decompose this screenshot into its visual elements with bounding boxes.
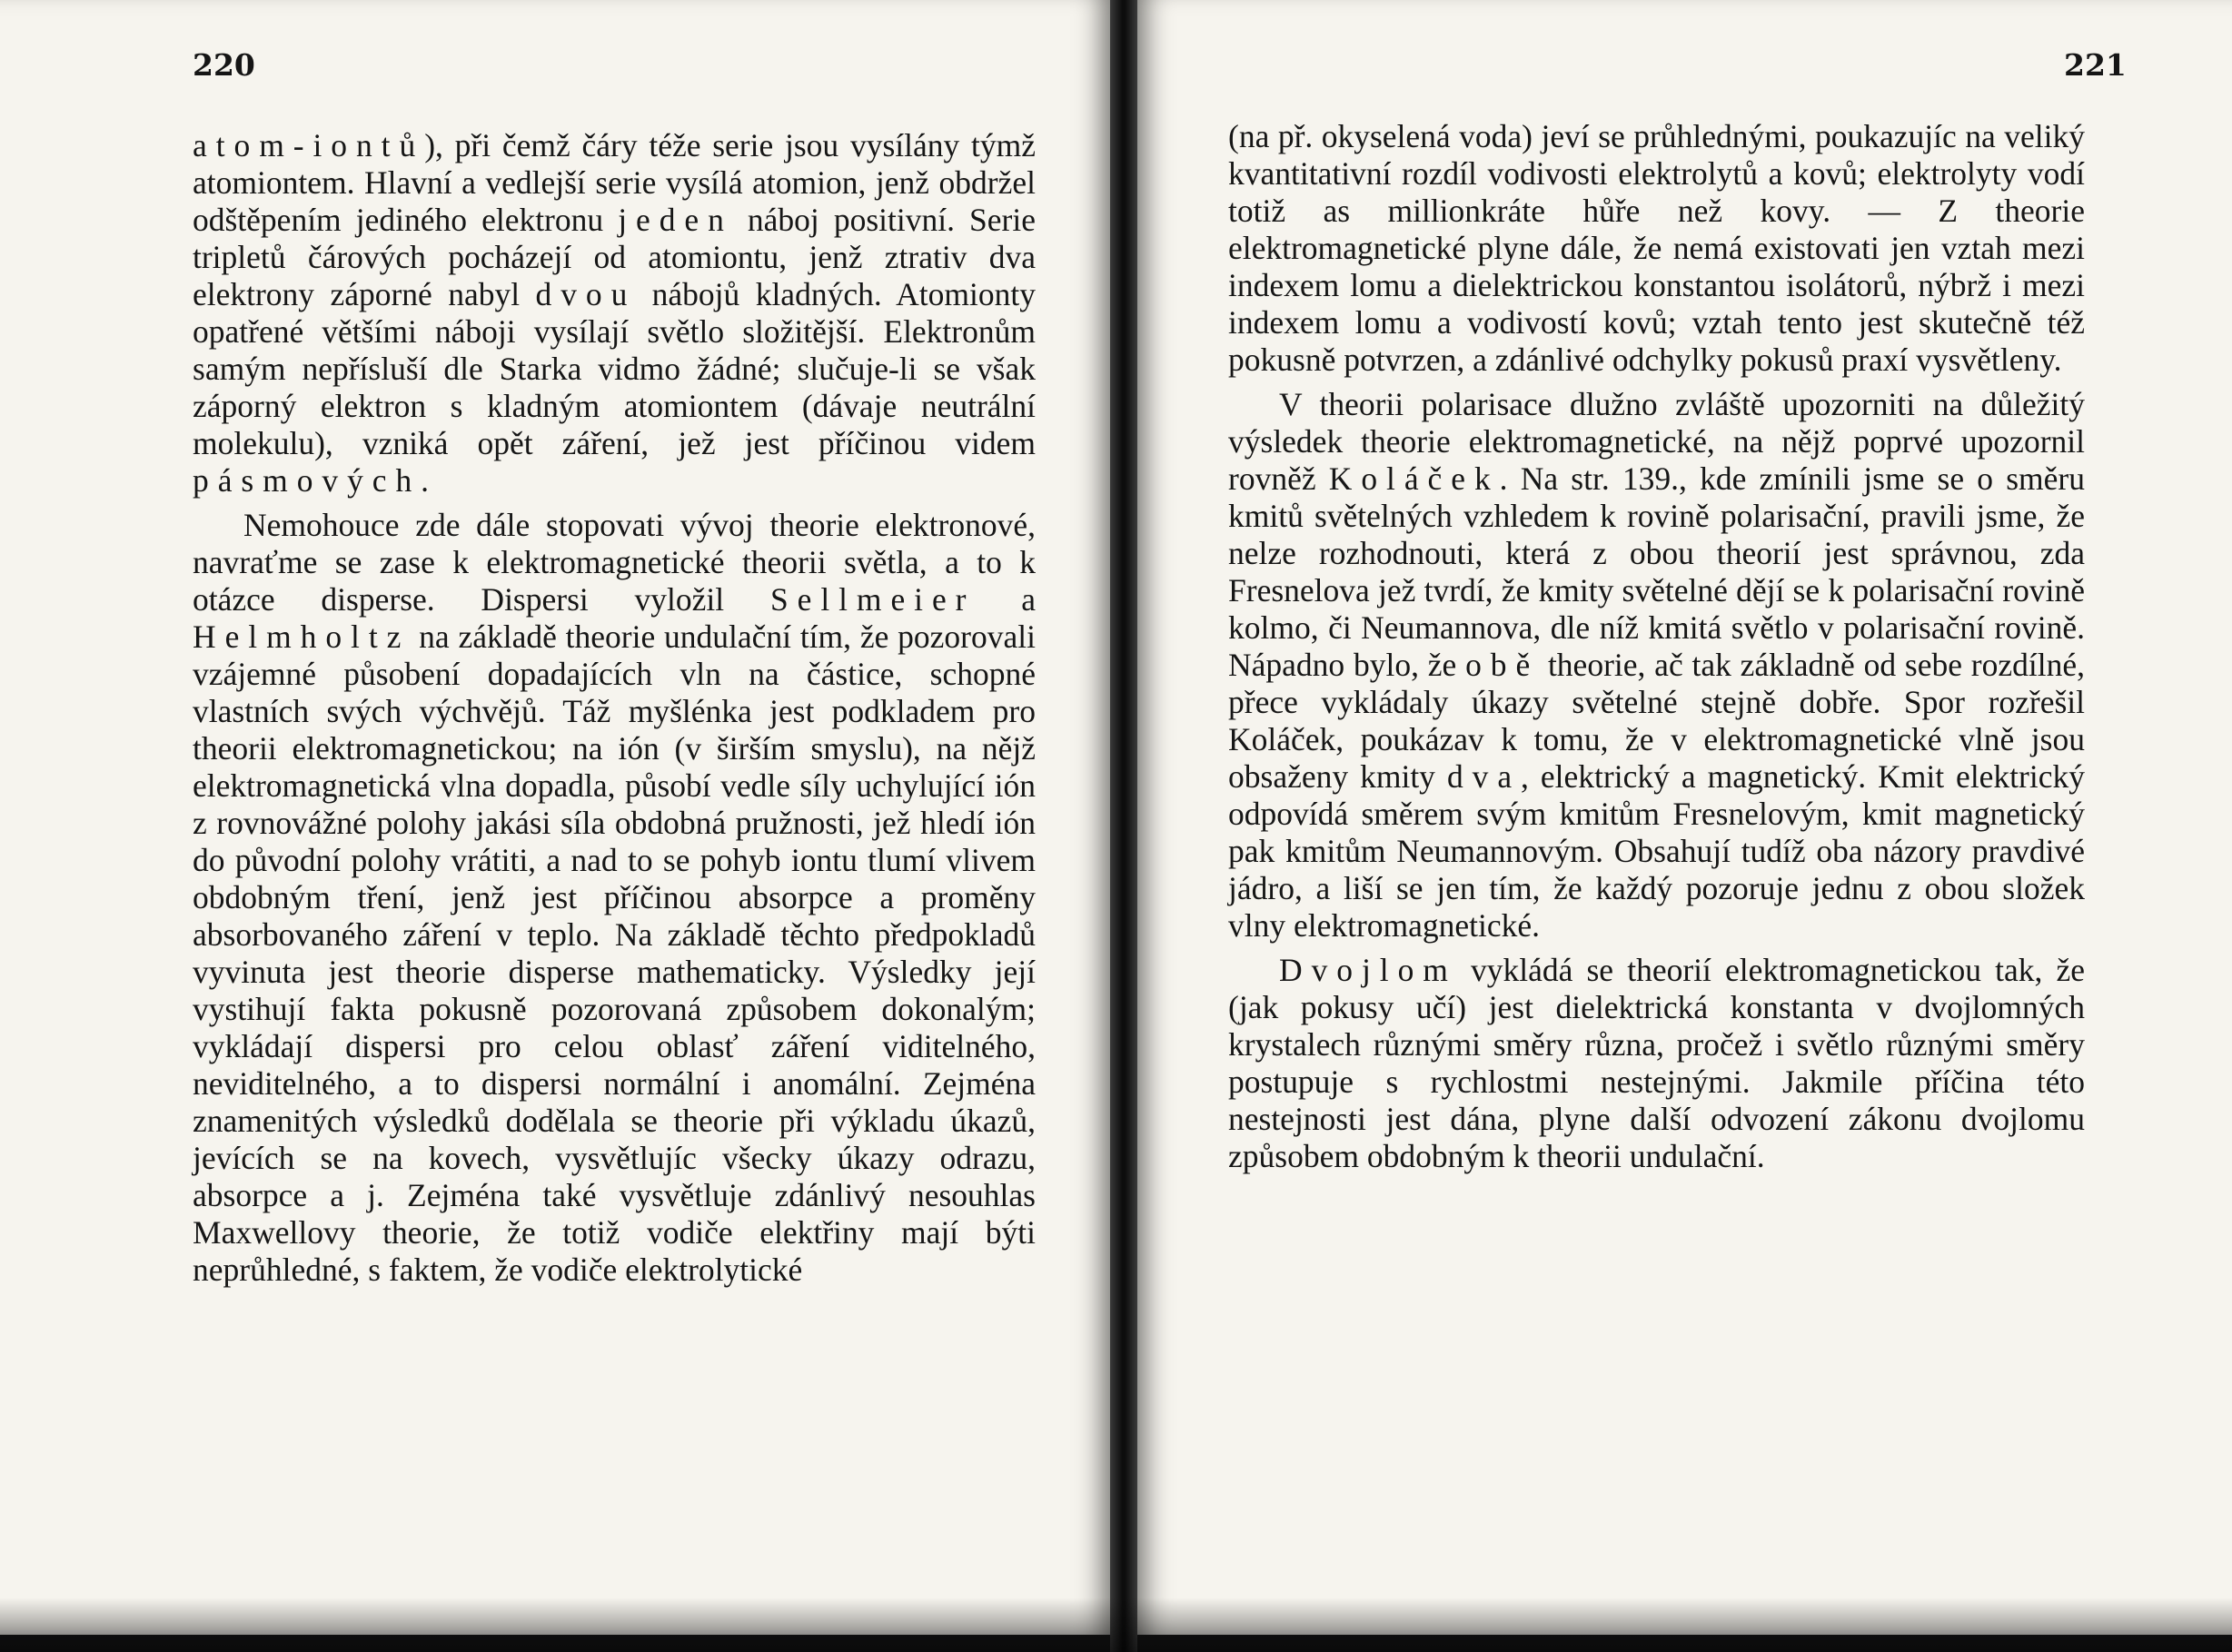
spaced-emphasis: atom-iontů	[193, 127, 425, 163]
book-gutter	[1110, 0, 1137, 1652]
paragraph	[193, 507, 1036, 1289]
text-run: Nemohouce zde dále stopovati vývoj theorie elektronové, navraťme se zase k elektromagnetické theorii světla, a to k otázce disperse. Dispersi vyložil	[193, 507, 1036, 618]
text-run: a	[975, 581, 1036, 618]
text-run: theorie, ač tak základně od sebe rozdílné, přece vykládaly úkazy světelné stejně dobře. Spor rozřešil Koláček, poukázav k tomu, že v elektromagnetické vlně jsou obsaženy kmity	[1228, 647, 2085, 795]
paragraph	[1228, 118, 2085, 379]
right-page	[1137, 0, 2232, 1635]
right-page-body	[1228, 118, 2085, 1182]
text-run: na základě theorie undulační tím, že pozorovali vzájemné působení dopadajících vln na částice, schopné vlastních svých výchvějů. Táž myšlénka jest podkladem pro theorii elektromagnetickou; na ión (v širším smyslu), na nějž elektromagnetická vlna dopadla, působí vedle síly uchylující ión z rovnovážné polohy jakási síla obdobná pružnosti, jež hledí ión do původní polohy vrátiti, a nad to se pohyb iontu tlumí vlivem obdobným tření, jenž jest příčinou absorpce a proměny absorbovaného záření v teplo. Na základě těchto předpokladů vyvinuta jest theorie disperse mathematicky. Výsledky její vystihují fakta pokusně pozorovaná způsobem dokonalým; vykládají dispersi pro celou oblasť záření viditelného, neviditelného, a to dispersi normální i anomální. Zejména znamenitých výsledků dodělala se theorie při výkladu úkazů, jevících se na kovech, vysvětlujíc všecky úkazy odrazu, absorpce a j. Zejména také vysvětluje zdánlivý nesouhlas Maxwellovy theorie, že totiž vodiče elektřiny mají býti neprůhledné, s faktem, že vodiče elektrolytické	[193, 618, 1036, 1288]
text-run: , elektrický a magnetický. Kmit elektrický odpovídá směrem svým kmitům Fresnelovým, kmit magnetický pak kmitům Neumannovým. Obsahují tudíž oba názory pravdivé jádro, a liší se jen tím, že každý pozoruje jednu z obou složek vlny elektromagnetické.	[1228, 758, 2085, 944]
text-run: (na př. okyselená voda) jeví se průhlednými, poukazujíc na veliký kvantitativní rozdíl vodivosti elektrolytů a kovů; elektrolyty vodí totiž as millionkráte hůře než kovy. — Z theorie elektromagnetické plyne dále, že nemá existovati jen vztah mezi indexem lomu a dielektrickou konstantou isolátorů, nýbrž i mezi indexem lomu a vodivostí kovů; vztah tento jest skutečně též pokusně potvrzen, a zdánlivé odchylky pokusů praxí vysvětleny.	[1228, 118, 2085, 378]
text-run: vykládá se theorií elektromagnetickou tak, že (jak pokusy učí) jest dielektrická konstanta v dvojlomných krystalech různými směry různa, pročež i světlo různými směry postupuje s rychlostmi nestejnými. Jakmile příčina této nestejnosti jest dána, plyne další odvození zákonu dvojlomu způsobem obdobným k theorii undulační.	[1228, 952, 2085, 1174]
left-page-body	[193, 127, 1036, 1296]
text-run: .	[421, 462, 430, 499]
left-page	[0, 0, 1110, 1635]
spaced-emphasis: Dvojlom	[1279, 952, 1457, 988]
text-run: ), při čemž čáry téže serie jsou vysílány týmž atomiontem. Hlavní a vedlejší serie vysílá atomion, jenž obdržel odštěpením jediného elektronu	[193, 127, 1036, 238]
spaced-emphasis: jeden	[618, 202, 733, 238]
spaced-emphasis: Helmholtz	[193, 618, 411, 655]
spaced-emphasis: pásmových	[193, 462, 422, 499]
spaced-emphasis: Sellmeier	[769, 581, 976, 618]
paragraph	[1228, 952, 2085, 1175]
paragraph	[193, 127, 1036, 500]
spaced-emphasis: dvou	[535, 276, 637, 312]
spaced-emphasis: obě	[1465, 647, 1540, 683]
left-page-number: 220	[193, 47, 255, 83]
text-run: . Na str. 139., kde zmínili jsme se o směru kmitů světelných vzhledem k rovině polarisační, pravili jsme, že nelze rozhodnouti, která z obou theorií jest správnou, zda Fresnelova jež tvrdí, že kmity světelné dějí se k polarisační rovině kolmo, či Neumannova, dle níž kmitá světlo v polarisační rovině. Nápadno bylo, že	[1228, 460, 2085, 683]
paragraph	[1228, 386, 2085, 945]
spaced-emphasis: Koláček	[1328, 460, 1500, 497]
text-run: nábojů kladných. Atomionty opatřené většími náboji vysílají světlo složitější. Elektronům samým nepřísluší dle Starka vidmo žádné; slučuje-li se však záporný elektron s kladným atomiontem (dávaje neutrální molekulu), vzniká opět záření, jež jest příčinou videm	[193, 276, 1036, 461]
text-run: náboj positivní. Serie tripletů čárových pocházejí od atomiontu, jenž ztrativ dva elektrony záporné nabyl	[193, 202, 1036, 312]
text-run: V theorii polarisace dlužno zvláště upozorniti na důležitý výsledek theorie elektromagnetické, na nějž poprvé upozornil rovněž	[1228, 386, 2085, 497]
spaced-emphasis: dva	[1446, 758, 1522, 795]
right-page-number: 221	[2064, 47, 2127, 83]
